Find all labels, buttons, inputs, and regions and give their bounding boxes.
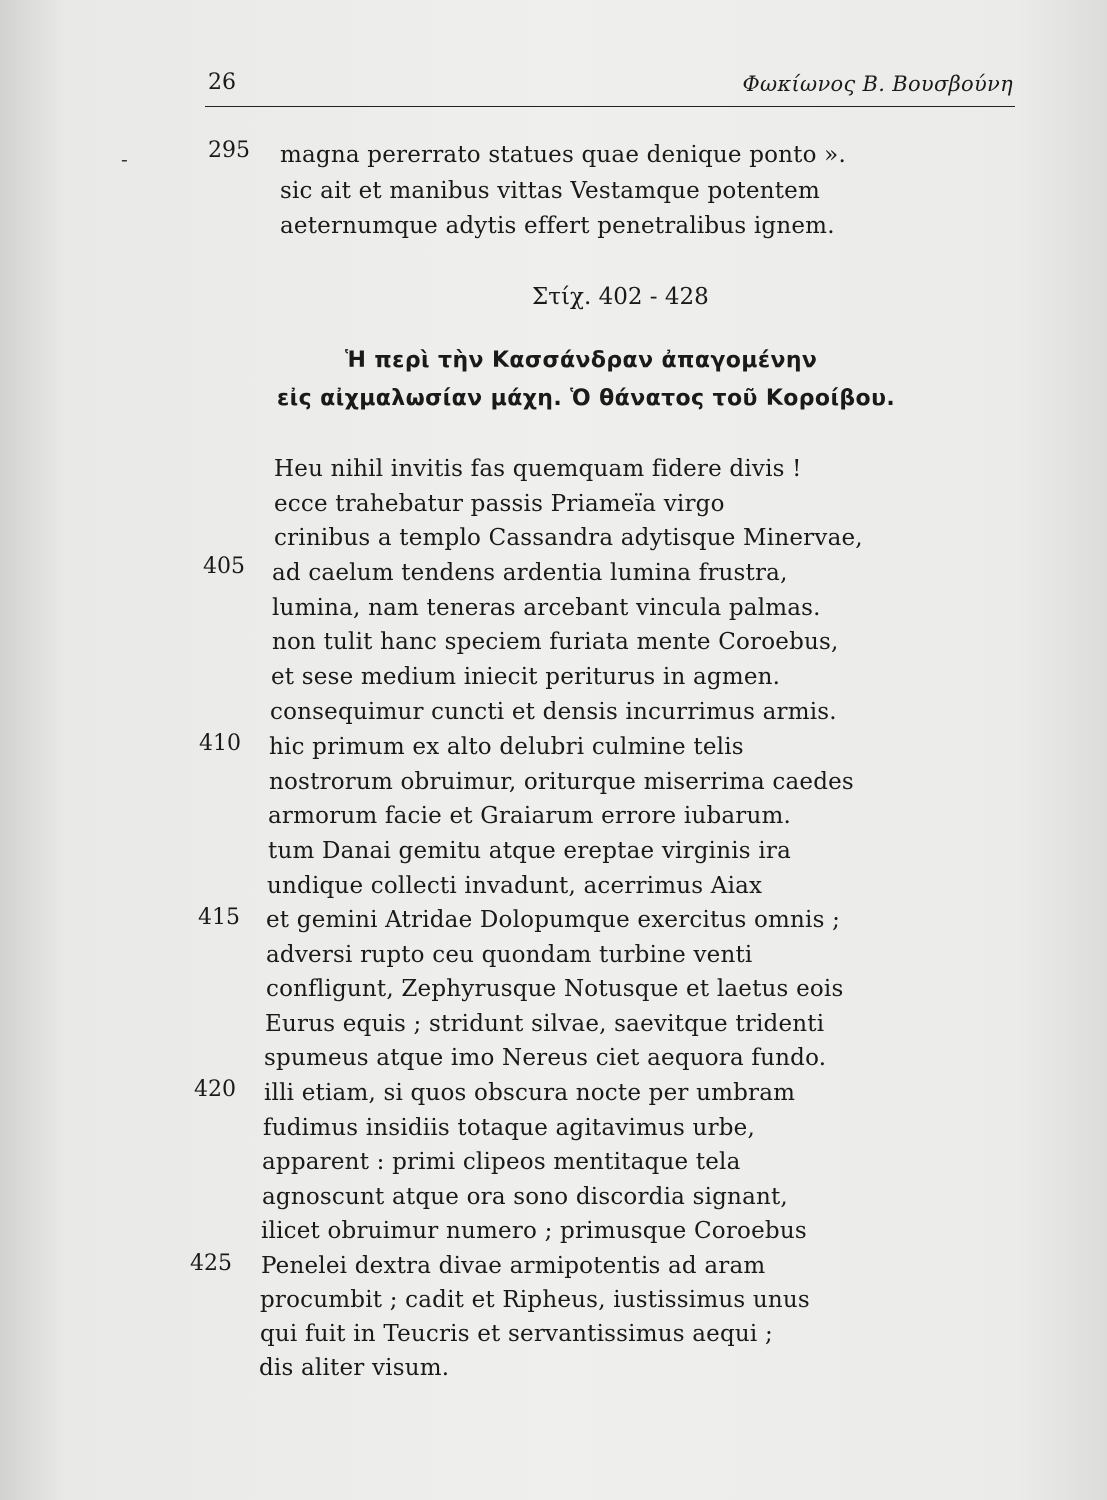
verse-line: ecce trahebatur passis Priameïa virgo — [274, 491, 725, 517]
margin-mark: - — [121, 147, 128, 171]
verse-line: procumbit ; cadit et Ripheus, iustissimus unus — [260, 1287, 810, 1313]
line-number: 425 — [190, 1251, 232, 1276]
verse-line: aeternumque adytis effert penetralibus ignem. — [280, 213, 835, 239]
verse-line: adversi rupto ceu quondam turbine venti — [266, 942, 753, 968]
verse-line: magna pererrato statues quae denique ponto ». — [280, 142, 846, 168]
line-number: 420 — [194, 1077, 236, 1102]
verse-line: lumina, nam teneras arcebant vincula palmas. — [272, 595, 821, 621]
line-number: 405 — [203, 554, 245, 579]
verse-line: sic ait et manibus vittas Vestamque potentem — [280, 178, 820, 204]
verse-line: illi etiam, si quos obscura nocte per umbram — [264, 1080, 796, 1106]
verse-line: consequimur cuncti et densis incurrimus armis. — [270, 699, 837, 725]
verse-line: qui fuit in Teucris et servantissimus aequi ; — [260, 1321, 773, 1347]
verse-line: Eurus equis ; stridunt silvae, saevitque tridenti — [265, 1011, 825, 1037]
verse-line: undique collecti invadunt, acerrimus Aiax — [267, 873, 763, 899]
verse-line: nostrorum obruimur, oriturque miserrima caedes — [269, 769, 854, 795]
verse-line: ilicet obruimur numero ; primusque Coroebus — [261, 1218, 807, 1244]
line-number: 415 — [198, 905, 240, 930]
section-title-line-1: Ἡ περὶ τὴν Κασσάνδραν ἀπαγομένην — [345, 348, 818, 373]
section-title-line-2: εἰς αἰχμαλωσίαν μάχη. Ὁ θάνατος τοῦ Κοροίβου. — [277, 386, 896, 411]
verse-line: non tulit hanc speciem furiata mente Coroebus, — [272, 629, 839, 655]
verse-line: et sese medium iniecit periturus in agmen. — [271, 664, 781, 690]
verse-line: armorum facie et Graiarum errore iubarum. — [268, 803, 792, 829]
verse-line: crinibus a templo Cassandra adytisque Minervae, — [274, 525, 863, 551]
page-header — [205, 62, 1015, 107]
verse-line: tum Danai gemitu atque ereptae virginis ira — [268, 838, 791, 864]
verse-line: dis aliter visum. — [259, 1355, 450, 1381]
verse-line: confligunt, Zephyrusque Notusque et laetus eois — [266, 976, 844, 1002]
section-reference: Στίχ. 402 - 428 — [532, 284, 709, 310]
verse-line: et gemini Atridae Dolopumque exercitus omnis ; — [266, 907, 841, 933]
verse-line: fudimus insidiis totaque agitavimus urbe, — [263, 1115, 756, 1141]
verse-line: apparent : primi clipeos mentitaque tela — [262, 1149, 741, 1175]
line-number: 410 — [199, 731, 241, 756]
verse-line: hic primum ex alto delubri culmine telis — [269, 734, 744, 760]
verse-line: Heu nihil invitis fas quemquam fidere divis ! — [274, 456, 802, 482]
page-number: 26 — [208, 70, 236, 95]
verse-line: spumeus atque imo Nereus ciet aequora fundo. — [264, 1045, 827, 1071]
verse-line: Penelei dextra divae armipotentis ad aram — [261, 1253, 766, 1279]
verse-line: agnoscunt atque ora sono discordia signant, — [262, 1184, 788, 1210]
line-number: 295 — [208, 138, 250, 163]
verse-line: ad caelum tendens ardentia lumina frustra, — [272, 560, 788, 586]
running-head: Φωκίωνος Β. Βουσβούνη — [742, 72, 1013, 96]
